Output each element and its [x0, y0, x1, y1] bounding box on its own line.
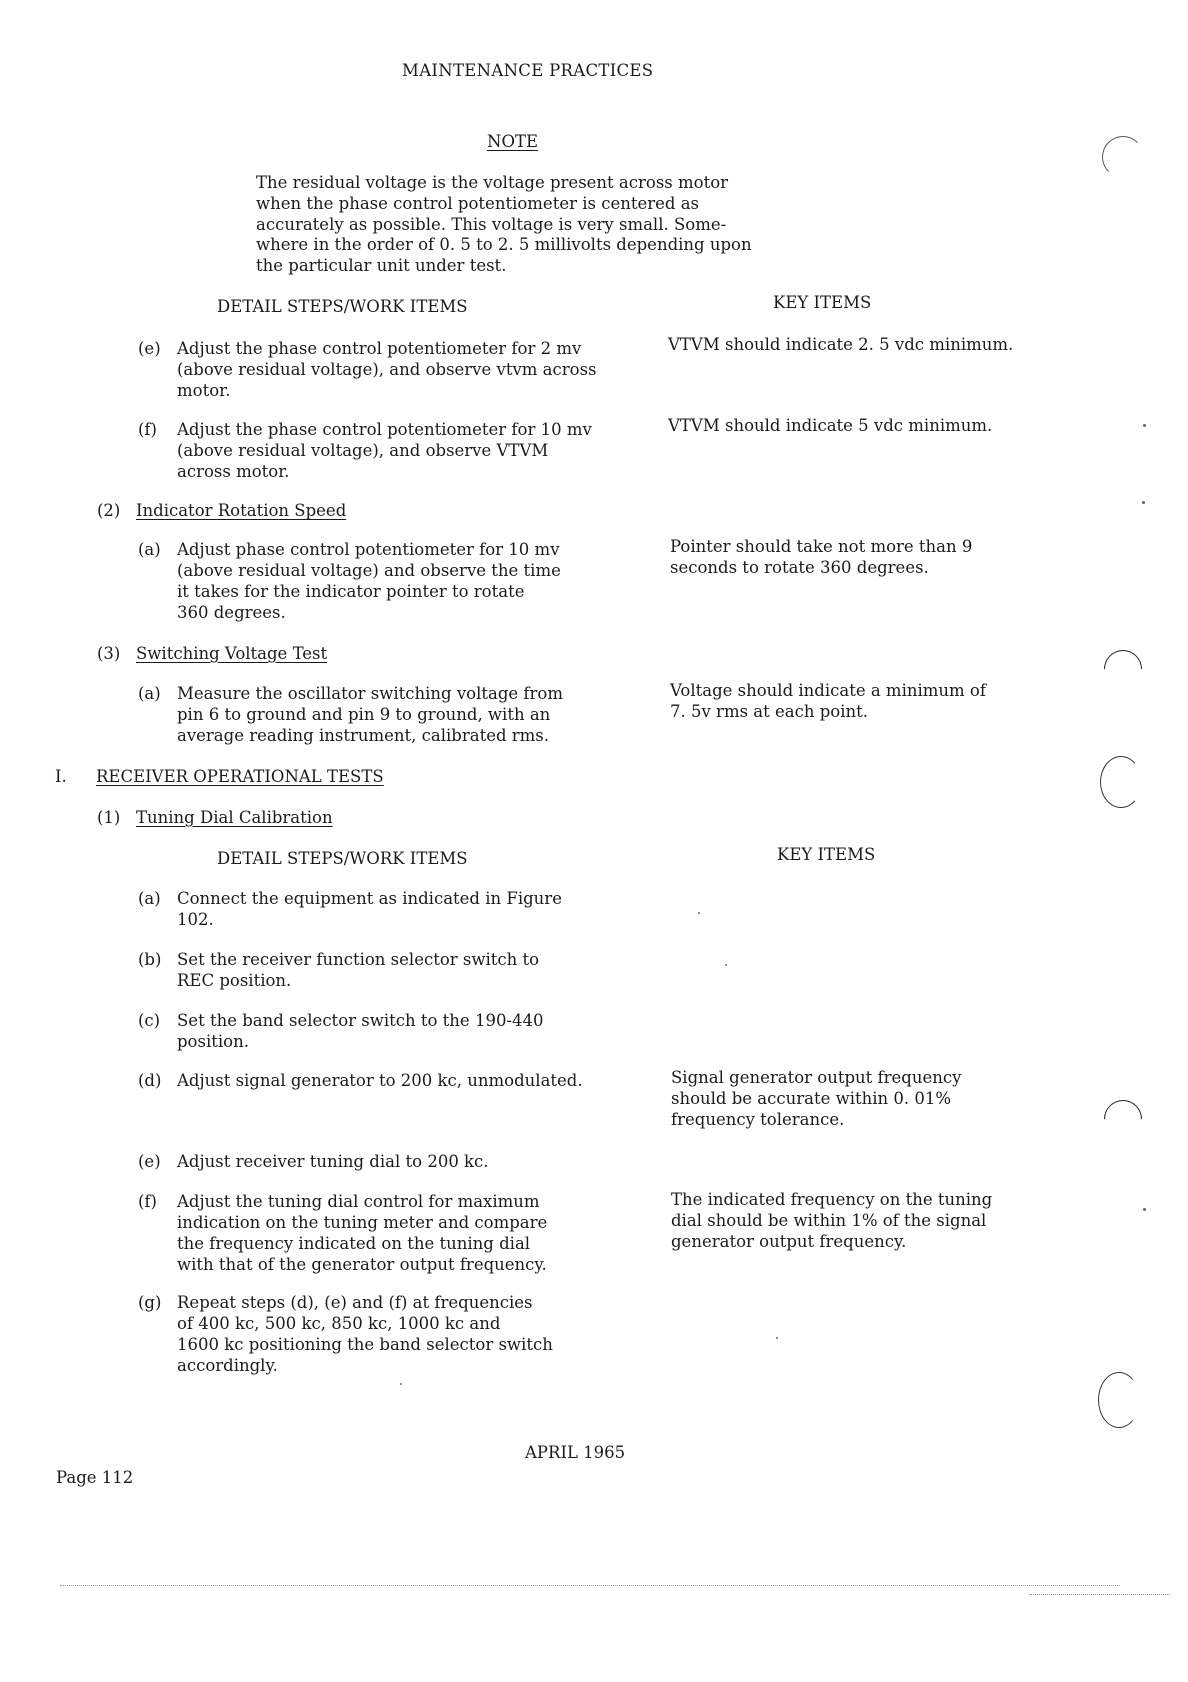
note-line: the particular unit under test.	[256, 256, 507, 275]
page-header-title: MAINTENANCE PRACTICES	[402, 61, 654, 80]
scan-speck	[1142, 501, 1145, 504]
note-line: accurately as possible. This voltage is very small. Some-	[256, 215, 727, 234]
note-line: The residual voltage is the voltage present across motor	[256, 173, 729, 192]
step-text: Set the band selector switch to the 190-440 position.	[177, 1011, 544, 1051]
binder-hole-mark	[1100, 756, 1142, 808]
scan-speck	[1143, 424, 1146, 427]
step-label: (a)	[138, 684, 161, 703]
scan-speck	[1143, 1208, 1146, 1211]
key-item-text: VTVM should indicate 5 vdc minimum.	[668, 416, 993, 435]
subsection-title: Switching Voltage Test	[136, 644, 328, 663]
subsection-label: (2)	[97, 501, 121, 520]
scan-noise	[1030, 1594, 1170, 1596]
step-text: Repeat steps (d), (e) and (f) at frequencies of 400 kc, 500 kc, 850 kc, 1000 kc and 1600 kc positioning the band selector switch accordingly.	[177, 1293, 553, 1375]
step-label: (a)	[138, 540, 161, 559]
key-item-text: Signal generator output frequency should be accurate within 0. 01% frequency tolerance.	[671, 1068, 962, 1129]
column-header-key-items: KEY ITEMS	[777, 845, 876, 864]
step-label: (f)	[138, 420, 157, 439]
step-text: Adjust the phase control potentiometer for 2 mv (above residual voltage), and observe vtvm across motor.	[177, 339, 597, 400]
binder-hole-mark	[1096, 642, 1150, 696]
step-label: (g)	[138, 1293, 162, 1312]
key-item-text: Voltage should indicate a minimum of 7. 5v rms at each point.	[670, 681, 986, 721]
note-heading: NOTE	[487, 132, 539, 151]
binder-hole-mark	[1096, 1092, 1150, 1146]
scan-speck	[725, 964, 727, 966]
binder-hole-mark	[1102, 136, 1144, 178]
subsection-title: Tuning Dial Calibration	[136, 808, 333, 827]
step-text: Connect the equipment as indicated in Figure 102.	[177, 889, 562, 929]
step-text: Adjust signal generator to 200 kc, unmodulated.	[177, 1071, 583, 1090]
footer-date: APRIL 1965	[525, 1443, 626, 1462]
step-text: Set the receiver function selector switch to REC position.	[177, 950, 540, 990]
scan-noise	[60, 1585, 1120, 1587]
section-title: RECEIVER OPERATIONAL TESTS	[96, 767, 384, 786]
column-header-key-items: KEY ITEMS	[773, 293, 872, 312]
scan-speck	[776, 1337, 778, 1339]
step-label: (a)	[138, 889, 161, 908]
scan-speck	[698, 912, 700, 914]
step-text: Measure the oscillator switching voltage from pin 6 to ground and pin 9 to ground, with an average reading instrument, calibrated rms.	[177, 684, 563, 745]
key-item-text: Pointer should take not more than 9 seconds to rotate 360 degrees.	[670, 537, 973, 577]
page-number: Page 112	[56, 1468, 134, 1487]
step-label: (f)	[138, 1192, 157, 1211]
step-label: (e)	[138, 1152, 161, 1171]
key-item-text: VTVM should indicate 2. 5 vdc minimum.	[668, 335, 1014, 354]
step-label: (d)	[138, 1071, 162, 1090]
subsection-title: Indicator Rotation Speed	[136, 501, 347, 520]
scan-speck	[400, 1383, 402, 1385]
column-header-detail-steps: DETAIL STEPS/WORK ITEMS	[217, 297, 468, 316]
step-label: (c)	[138, 1011, 161, 1030]
binder-hole-mark	[1098, 1372, 1140, 1428]
step-text: Adjust phase control potentiometer for 10 mv (above residual voltage) and observe the time it takes for the indicator pointer to rotate 360 degrees.	[177, 540, 561, 622]
column-header-detail-steps: DETAIL STEPS/WORK ITEMS	[217, 849, 468, 868]
note-line: when the phase control potentiometer is centered as	[256, 194, 700, 213]
step-text: Adjust the phase control potentiometer for 10 mv (above residual voltage), and observe VTVM across motor.	[177, 420, 592, 481]
step-text: Adjust the tuning dial control for maximum indication on the tuning meter and compare the frequency indicated on the tuning dial with that of the generator output frequency.	[177, 1192, 548, 1274]
note-line: where in the order of 0. 5 to 2. 5 millivolts depending upon	[256, 235, 752, 254]
key-item-text: The indicated frequency on the tuning dial should be within 1% of the signal generator output frequency.	[671, 1190, 993, 1251]
step-label: (e)	[138, 339, 161, 358]
step-text: Adjust receiver tuning dial to 200 kc.	[177, 1152, 489, 1171]
section-label: I.	[55, 767, 67, 786]
step-label: (b)	[138, 950, 162, 969]
subsection-label: (1)	[97, 808, 121, 827]
subsection-label: (3)	[97, 644, 121, 663]
